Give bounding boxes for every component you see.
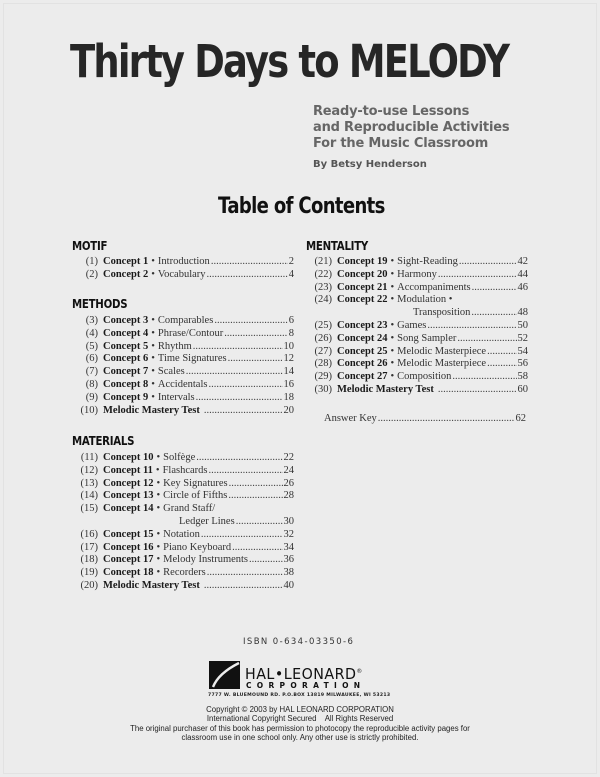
- page-number: 26: [283, 477, 294, 489]
- publisher-name: HAL•LEONARD®: [245, 665, 363, 683]
- answer-key-entry[interactable]: [324, 413, 526, 426]
- section-heading-mentality: MENTALITY: [306, 239, 369, 253]
- toc-entry[interactable]: [306, 256, 528, 269]
- page-number: 2: [288, 256, 294, 267]
- entry-concept: Concept 24: [337, 332, 388, 344]
- entry-number: (17): [80, 541, 98, 553]
- publisher-address: 7777 W. BLUEMOUND RD. P.O.BOX 13819 MILWAUKEE, WI 53213: [208, 693, 391, 698]
- page-number: 56: [517, 358, 528, 370]
- subtitle-line: For the Music Classroom: [313, 136, 489, 151]
- toc-entry[interactable]: [72, 567, 294, 580]
- toc-entry[interactable]: [306, 282, 528, 295]
- entry-number: (23): [314, 281, 332, 293]
- entry-concept: Concept 19: [337, 256, 388, 267]
- dot-leader: [208, 465, 282, 478]
- dot-leader: [487, 358, 516, 371]
- entry-title: Melodic Masterpiece: [397, 345, 487, 357]
- toc-entry[interactable]: [72, 379, 294, 392]
- bullet-separator: •: [156, 490, 161, 502]
- toc-entry[interactable]: [306, 346, 528, 359]
- dot-leader: [236, 516, 283, 529]
- page-number: 6: [288, 315, 294, 326]
- entry-concept: Melodic Mastery Test: [337, 383, 434, 395]
- dot-leader: [232, 542, 282, 555]
- bullet-separator: •: [390, 281, 395, 293]
- entry-number: (30): [314, 383, 332, 395]
- entry-concept: Concept 4: [103, 327, 149, 339]
- entry-title: Comparables: [157, 315, 214, 326]
- dot-leader: [459, 256, 517, 269]
- page-number: 50: [517, 319, 528, 331]
- entry-title: Melodic Masterpiece: [397, 358, 487, 370]
- entry-title: Melody Instruments: [163, 554, 249, 566]
- dot-leader: [196, 392, 283, 405]
- entry-concept: Concept 14: [103, 503, 154, 515]
- page-number: 60: [517, 383, 528, 395]
- toc-list-motif: [72, 256, 294, 282]
- bullet-separator: •: [390, 332, 395, 344]
- entry-number: (2): [85, 268, 98, 280]
- entry-title: Harmony: [397, 268, 437, 280]
- bullet-separator: •: [390, 358, 395, 370]
- page-number: 40: [283, 579, 294, 591]
- page-number: 8: [288, 327, 294, 339]
- bullet-separator: •: [151, 366, 155, 378]
- entry-concept: Concept 23: [337, 319, 388, 331]
- bullet-separator: •: [390, 371, 395, 383]
- copyright-line: Copyright © 2003 by HAL LEONARD CORPORATION: [206, 705, 394, 714]
- entry-concept: Concept 20: [337, 268, 388, 280]
- toc-heading: Table of Contents: [218, 194, 385, 219]
- toc-entry[interactable]: [72, 580, 294, 593]
- dot-leader: [214, 315, 287, 328]
- dot-leader: [487, 346, 516, 359]
- page-number: 48: [517, 307, 528, 319]
- entry-concept: Melodic Mastery Test: [103, 579, 200, 591]
- entry-concept: Concept 1: [103, 256, 149, 267]
- bullet-separator: •: [151, 268, 155, 280]
- toc-entry[interactable]: [306, 333, 528, 346]
- toc-entry-continuation[interactable]: [306, 307, 528, 320]
- dot-leader: [228, 490, 282, 503]
- entry-number: (16): [80, 528, 98, 540]
- dot-leader: [207, 269, 288, 282]
- toc-entry[interactable]: [306, 371, 528, 384]
- entry-number: (14): [80, 490, 98, 502]
- page-number: 18: [283, 391, 294, 403]
- dot-leader: [196, 452, 282, 465]
- page-number: 16: [283, 378, 294, 390]
- entry-number: (7): [85, 366, 98, 378]
- section-heading-motif: MOTIF: [72, 239, 108, 253]
- answer-key-label: Answer Key: [324, 413, 377, 424]
- entry-number: (24): [314, 294, 332, 306]
- entry-title: Time Signatures: [157, 353, 227, 365]
- entry-concept: Concept 21: [337, 281, 388, 293]
- page-number: 32: [283, 528, 294, 540]
- bullet-separator: •: [390, 268, 395, 280]
- bullet-separator: •: [390, 345, 395, 357]
- entry-title: Sight-Reading: [397, 256, 458, 267]
- toc-entry[interactable]: [72, 478, 294, 491]
- entry-title: Piano Keyboard: [163, 541, 232, 553]
- toc-entry[interactable]: [72, 452, 294, 465]
- toc-entry[interactable]: [72, 315, 294, 328]
- bullet-separator: •: [151, 256, 155, 267]
- entry-concept: Concept 2: [103, 268, 149, 280]
- page-number: 28: [283, 490, 294, 502]
- toc-entry[interactable]: [306, 358, 528, 371]
- bullet-separator: •: [156, 541, 161, 553]
- entry-concept: Concept 25: [337, 345, 388, 357]
- entry-concept: Concept 7: [103, 366, 149, 378]
- dot-leader: [427, 320, 516, 333]
- toc-entry[interactable]: [72, 328, 294, 341]
- dot-leader: [208, 379, 282, 392]
- dot-leader: [207, 567, 283, 580]
- entry-number: (3): [85, 315, 98, 326]
- toc-entry[interactable]: [72, 256, 294, 269]
- page-number: 24: [283, 464, 294, 476]
- entry-concept: Concept 17: [103, 554, 154, 566]
- entry-title: Modulation •: [397, 294, 453, 306]
- entry-concept: Concept 9: [103, 391, 149, 403]
- page-number: 36: [283, 554, 294, 566]
- entry-title: Flashcards: [162, 464, 208, 476]
- entry-concept: Concept 18: [103, 567, 154, 579]
- logo-swoosh-icon: [209, 661, 240, 689]
- entry-concept: Concept 26: [337, 358, 388, 370]
- dot-leader: [457, 333, 516, 346]
- entry-concept: Concept 12: [103, 477, 154, 489]
- dot-leader: [204, 580, 283, 593]
- entry-title: Solfège: [163, 452, 196, 463]
- entry-title: Recorders: [163, 567, 206, 579]
- entry-number: (1): [85, 256, 98, 267]
- page-number: 30: [283, 515, 294, 527]
- bullet-separator: •: [155, 464, 160, 476]
- entry-title: Accompaniments: [397, 281, 471, 293]
- dot-leader: [186, 366, 283, 379]
- toc-entry[interactable]: [306, 269, 528, 282]
- entry-concept: Concept 8: [103, 378, 149, 390]
- page-number: 20: [283, 404, 294, 416]
- entry-number: (21): [314, 256, 332, 267]
- toc-entry[interactable]: [72, 392, 294, 405]
- entry-title: Phrase/Contour: [157, 327, 224, 339]
- bullet-separator: •: [151, 391, 155, 403]
- page-number: 10: [283, 340, 294, 352]
- dot-leader: [249, 554, 282, 567]
- entry-title: Introduction: [157, 256, 210, 267]
- entry-title-continued: Ledger Lines: [179, 515, 235, 527]
- entry-concept: Concept 22: [337, 294, 388, 306]
- entry-number: (6): [85, 353, 98, 365]
- toc-entry[interactable]: [72, 269, 294, 282]
- entry-title: Rhythm: [157, 340, 192, 352]
- page-number: 58: [517, 371, 528, 383]
- entry-title: Song Sampler: [397, 332, 457, 344]
- entry-concept: Concept 13: [103, 490, 154, 502]
- entry-title-continued: Transposition: [413, 307, 471, 319]
- toc-entry[interactable]: [72, 503, 294, 516]
- toc-entry[interactable]: [72, 353, 294, 366]
- toc-entry[interactable]: [72, 366, 294, 379]
- page-number: 54: [517, 345, 528, 357]
- bullet-separator: •: [151, 340, 155, 352]
- dot-leader: [229, 478, 283, 491]
- entry-concept: Concept 15: [103, 528, 154, 540]
- entry-concept: Concept 11: [103, 464, 153, 476]
- entry-title: Scales: [157, 366, 185, 378]
- entry-concept: Concept 27: [337, 371, 388, 383]
- page-number: 62: [515, 413, 526, 424]
- bullet-separator: •: [390, 319, 395, 331]
- publisher-corporation: CORPORATION: [246, 681, 366, 690]
- entry-title: Vocabulary: [157, 268, 206, 280]
- dot-leader: [472, 282, 517, 295]
- toc-entry-continuation[interactable]: [72, 516, 294, 529]
- toc-list-materials: [72, 452, 294, 593]
- page-number: 38: [283, 567, 294, 579]
- page-number: 22: [283, 452, 294, 463]
- subtitle-line: Ready-to-use Lessons: [313, 104, 470, 119]
- bullet-separator: •: [156, 554, 161, 566]
- page-number: 14: [283, 366, 294, 378]
- copyright-notice: [100, 705, 500, 742]
- entry-number: (28): [314, 358, 332, 370]
- entry-number: (27): [314, 345, 332, 357]
- bullet-separator: •: [151, 327, 155, 339]
- book-subtitle: [313, 104, 509, 152]
- toc-entry[interactable]: [72, 490, 294, 503]
- entry-concept: Concept 3: [103, 315, 149, 326]
- entry-number: (12): [80, 464, 98, 476]
- bullet-separator: •: [390, 256, 395, 267]
- dot-leader: [204, 405, 283, 418]
- bullet-separator: •: [156, 567, 161, 579]
- entry-title: Key Signatures: [163, 477, 228, 489]
- copyright-line: International Copyright Secured All Rights Reserved: [206, 714, 394, 724]
- entry-title: Intervals: [157, 391, 195, 403]
- section-heading-methods: METHODS: [72, 297, 128, 311]
- entry-number: (26): [314, 332, 332, 344]
- toc-entry[interactable]: [306, 384, 528, 397]
- bullet-separator: •: [151, 353, 155, 365]
- entry-title: Grand Staff/: [163, 503, 216, 515]
- entry-number: (15): [80, 503, 98, 515]
- entry-number: (5): [85, 340, 98, 352]
- bullet-separator: •: [156, 452, 161, 463]
- entry-concept: Concept 10: [103, 452, 154, 463]
- entry-title: Composition: [397, 371, 452, 383]
- toc-entry[interactable]: [72, 405, 294, 418]
- entry-number: (8): [85, 378, 98, 390]
- page-number: 52: [517, 332, 528, 344]
- entry-number: (13): [80, 477, 98, 489]
- toc-entry[interactable]: [72, 341, 294, 354]
- entry-concept: Melodic Mastery Test: [103, 404, 200, 416]
- dot-leader: [471, 307, 516, 320]
- entry-concept: Concept 5: [103, 340, 149, 352]
- copyright-line: classroom use in one school only. Any other use is strictly prohibited.: [181, 732, 419, 742]
- entry-concept: Concept 6: [103, 353, 149, 365]
- book-title: Thirty Days to MELODY: [70, 35, 509, 88]
- toc-entry[interactable]: [72, 542, 294, 555]
- page-number: 46: [517, 281, 528, 293]
- toc-entry[interactable]: [72, 465, 294, 478]
- toc-entry[interactable]: [72, 554, 294, 567]
- entry-number: (29): [314, 371, 332, 383]
- entry-number: (19): [80, 567, 98, 579]
- entry-number: (11): [80, 452, 98, 463]
- page-number: 44: [517, 268, 528, 280]
- dot-leader: [211, 256, 288, 269]
- isbn: ISBN 0-634-03350-6: [243, 637, 355, 647]
- entry-number: (10): [80, 404, 98, 416]
- page-number: 4: [288, 268, 294, 280]
- bullet-separator: •: [156, 503, 161, 515]
- entry-number: (22): [314, 268, 332, 280]
- toc-entry[interactable]: [306, 320, 528, 333]
- entry-number: (18): [80, 554, 98, 566]
- dot-leader: [193, 341, 283, 354]
- toc-list-mentality: [306, 256, 528, 397]
- entry-number: (9): [85, 391, 98, 403]
- entry-title: Accidentals: [157, 378, 208, 390]
- dot-leader: [438, 269, 517, 282]
- dot-leader: [228, 353, 283, 366]
- dot-leader: [438, 384, 517, 397]
- page-number: 34: [283, 541, 294, 553]
- toc-list-methods: [72, 315, 294, 417]
- entry-number: (4): [85, 327, 98, 339]
- hal-leonard-logo: [206, 657, 396, 701]
- entry-title: Circle of Fifths: [163, 490, 228, 502]
- toc-entry[interactable]: [306, 294, 528, 307]
- entry-concept: Concept 16: [103, 541, 154, 553]
- dot-leader: [452, 371, 516, 384]
- logo-mark-icon: [209, 661, 240, 689]
- dot-leader: [224, 328, 288, 341]
- section-heading-materials: MATERIALS: [72, 434, 135, 448]
- toc-entry[interactable]: [72, 529, 294, 542]
- author-byline: By Betsy Henderson: [313, 159, 427, 170]
- dot-leader: [378, 413, 515, 426]
- subtitle-line: and Reproducible Activities: [313, 120, 510, 135]
- entry-title: Games: [397, 319, 427, 331]
- bullet-separator: •: [156, 528, 161, 540]
- bullet-separator: •: [151, 378, 155, 390]
- bullet-separator: •: [151, 315, 155, 326]
- copyright-line: The original purchaser of this book has permission to photocopy the reproducible activity pages for: [130, 723, 470, 733]
- entry-number: (25): [314, 319, 332, 331]
- bullet-separator: •: [390, 294, 395, 306]
- page-number: 12: [283, 353, 294, 365]
- entry-title: Notation: [163, 528, 200, 540]
- dot-leader: [201, 529, 283, 542]
- page-number: 42: [517, 256, 528, 267]
- entry-number: (20): [80, 579, 98, 591]
- bullet-separator: •: [156, 477, 161, 489]
